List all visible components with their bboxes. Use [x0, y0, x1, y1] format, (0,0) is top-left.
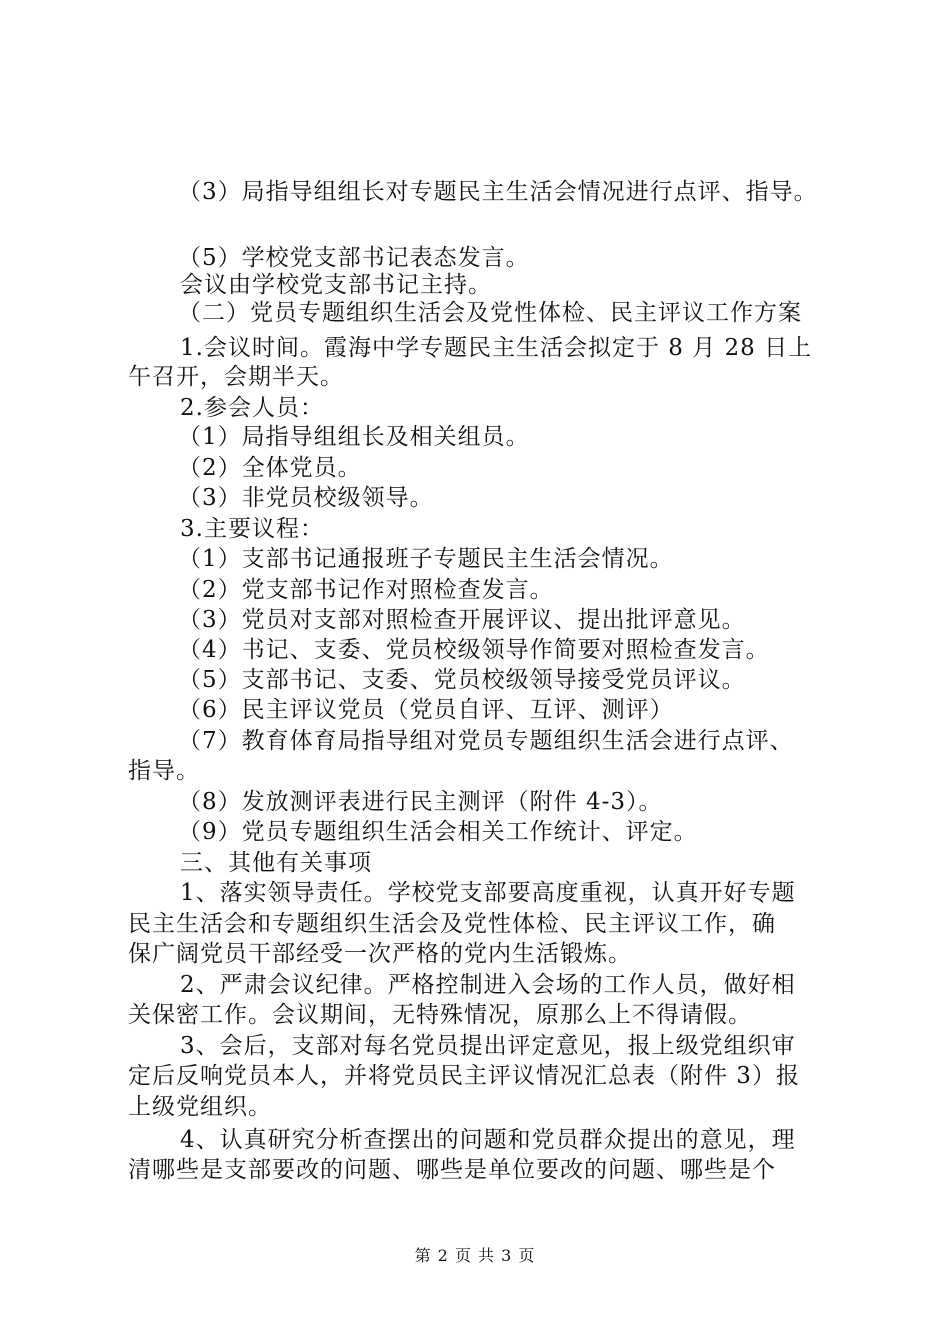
text-line: 2.参会人员： — [180, 395, 324, 421]
text-line: （5）支部书记、支委、党员校级领导接受党员评议。 — [178, 667, 746, 693]
text-line: （3）党员对支部对照检查开展评议、提出批评意见。 — [178, 607, 746, 633]
text-line: 上级党组织。 — [128, 1094, 272, 1120]
text-line: 3.主要议程： — [180, 516, 324, 542]
text-line: 4、认真研究分析查摆出的问题和党员群众提出的意见，理 — [180, 1127, 796, 1153]
text-line: （3）局指导组组长对专题民主生活会情况进行点评、指导。 — [178, 179, 818, 205]
section-heading: 三、其他有关事项 — [180, 850, 372, 876]
text-line: （5）学校党支部书记表态发言。 — [178, 245, 530, 271]
text-line: 1.会议时间。霞海中学专题民主生活会拟定于 8 月 28 日上 — [180, 335, 813, 361]
text-line: 定后反响党员本人，并将党员民主评议情况汇总表（附件 3）报 — [128, 1063, 800, 1089]
text-line: 关保密工作。会议期间，无特殊情况，原那么上不得请假。 — [128, 1002, 752, 1028]
text-line: 午召开，会期半天。 — [128, 364, 344, 390]
text-line: 2、严肃会议纪律。严格控制进入会场的工作人员，做好相 — [180, 972, 796, 998]
text-line: （1）局指导组组长及相关组员。 — [178, 424, 530, 450]
text-line: （8）发放测评表进行民主测评（附件 4-3）。 — [178, 789, 663, 815]
text-line: （2）党支部书记作对照检查发言。 — [178, 577, 554, 603]
text-line: 会议由学校党支部书记主持。 — [180, 272, 492, 298]
text-line: （7）教育体育局指导组对党员专题组织生活会进行点评、 — [178, 728, 794, 754]
text-line: （1）支部书记通报班子专题民主生活会情况。 — [178, 546, 674, 572]
text-line: 清哪些是支部要改的问题、哪些是单位要改的问题、哪些是个 — [128, 1157, 776, 1183]
text-line: （9）党员专题组织生活会相关工作统计、评定。 — [178, 819, 698, 845]
text-line: 1、落实领导责任。学校党支部要高度重视，认真开好专题 — [180, 880, 796, 906]
text-line: （2）全体党员。 — [178, 455, 362, 481]
page-footer: 第 2 页 共 3 页 — [414, 1246, 536, 1265]
text-line: 保广阔党员干部经受一次严格的党内生活锻炼。 — [128, 941, 632, 967]
text-line: （3）非党员校级领导。 — [178, 485, 434, 511]
text-line: 民主生活会和专题组织生活会及党性体检、民主评议工作，确 — [128, 911, 776, 937]
text-line: （4）书记、支委、党员校级领导作简要对照检查发言。 — [178, 637, 770, 663]
text-line: 3、会后，支部对每名党员提出评定意见，报上级党组织审 — [180, 1033, 796, 1059]
section-heading: （二）党员专题组织生活会及党性体检、民主评议工作方案 — [178, 300, 802, 326]
text-line: 指导。 — [128, 758, 200, 784]
text-line: （6）民主评议党员（党员自评、互评、测评） — [178, 697, 674, 723]
